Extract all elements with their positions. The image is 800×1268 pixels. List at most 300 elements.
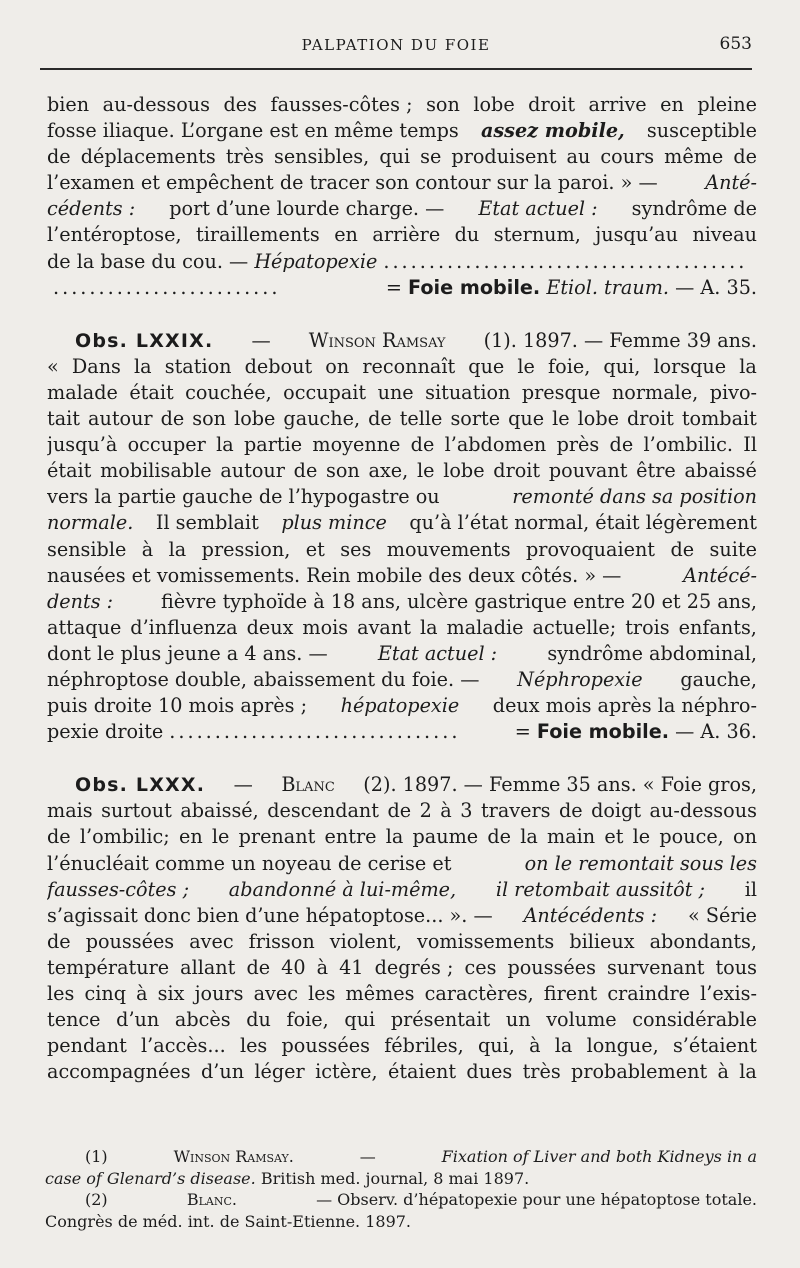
paragraph-gap [47,301,757,328]
word: léger [254,1060,305,1084]
word: d’un [200,1060,245,1084]
word: abcès [174,1008,231,1032]
word: la [216,433,234,457]
word: l’entéroptose, [47,223,182,247]
word: normale, [611,380,699,404]
word: de [410,433,435,457]
emphasis-text: fausses-côtes ; [47,877,190,901]
word: cinq [84,982,126,1005]
word: 40 [281,955,306,979]
text-line [47,929,757,955]
emphasis-text: hépatopexie [340,694,460,718]
text-line [47,380,757,406]
author-name: Blanc. [186,1190,237,1209]
footnote-1 [45,1146,757,1168]
text-line [47,903,757,929]
word: d’un [116,1008,160,1032]
word: près [556,433,600,457]
word: 3 [460,799,473,823]
word: jours [194,982,244,1005]
word: mais [47,799,93,823]
word: cours [600,145,655,169]
word: enfants, [678,615,757,639]
text-line [47,1033,757,1059]
text-line [47,851,757,877]
text-span: — [233,773,253,797]
text-line [47,118,757,144]
word: le [416,459,435,483]
text-span: s’agissait donc bien d’une hépatoptose... ». — [47,903,493,927]
word: volume [546,1008,617,1032]
text-line [47,798,757,824]
text-line [47,719,757,745]
word: être [636,459,676,483]
emphasis-text: Etat actuel : [377,641,498,665]
citation-source: British med. journal, 8 mai 1897. [260,1168,530,1188]
word: situation [425,380,511,404]
word: axe, [368,459,409,483]
text-line [47,432,757,458]
emphasis-text: Néphropexie [517,667,643,691]
word: présentait [390,1008,491,1032]
word: l’accès... [141,1034,226,1058]
word: jusqu’à [47,433,118,457]
word: degrés ; [374,955,454,979]
footnote-marker: (2) [85,1190,108,1209]
word: lorsque [653,354,727,378]
text-line [47,144,757,170]
emphasis-text: il retombait aussitôt ; [495,877,706,901]
word: lobe [577,407,619,431]
word: accompagnées [47,1060,191,1084]
word: des [223,93,258,116]
word: s’étaient [672,1034,757,1058]
word: que [468,354,505,378]
word: sensible [47,537,127,561]
word: étaient [387,1060,457,1084]
word: la [134,354,152,378]
text-span: vers la partie gauche de l’hypogastre ou [47,485,440,509]
word: mouvements [386,537,511,561]
word: en [660,93,684,116]
text-span: de la base du cou. — [47,249,249,273]
word: poussées [507,955,596,979]
word: même [664,145,724,169]
word: mêmes [345,982,415,1005]
word: à [136,982,148,1005]
emphasis-text: Hépatopexie [254,249,378,273]
word: longue, [586,1034,659,1058]
text-span: (1). 1897. — Femme 39 ans. [483,328,757,352]
word: fébriles, [384,1034,464,1058]
text-line [47,877,757,903]
word: d’influenza [130,615,238,639]
word: son [326,459,360,483]
word: à [440,799,452,823]
word: actuelle; [532,615,617,639]
word: avec [253,982,298,1005]
citation-source: Congrès de méd. int. de Saint-Etienne. 1897. [45,1211,412,1231]
word: debout [244,354,313,378]
author-name: Winson Ramsay. [173,1147,294,1166]
word: bien [47,93,90,116]
word: lobe [234,407,276,431]
word: de [558,799,583,823]
word: prenant [238,825,316,849]
word: au-dessous [102,93,211,116]
text-span: = [385,275,402,299]
word: le [552,407,570,431]
word: on [325,354,350,378]
word: la [739,354,757,378]
word: ses [340,537,372,561]
emphasis-text: Antécédents : [523,903,658,927]
word: lobe [473,93,515,116]
observation-heading: Obs. LXXIX. [75,329,214,352]
text-span: qu’à l’état normal, était légèrement [409,511,757,535]
word: deux [246,615,294,639]
word: une [377,380,414,404]
word: poussées [281,1034,370,1058]
word: entre [324,825,377,849]
text-span: — [359,1147,376,1166]
word: de [487,825,511,849]
text-line [47,537,757,563]
word: que [508,407,545,431]
word: provoquaient [525,537,656,561]
text-span: gauche, [680,667,757,691]
word: 2 [419,799,432,823]
conclusion-text: Foie mobile. [536,720,670,744]
text-line [47,354,757,380]
word: pleine [697,93,757,116]
word: paume [412,825,479,849]
word: surtout [101,799,172,823]
word: de [160,407,185,431]
word: de [609,433,634,457]
text-span: port d’une lourde charge. — [169,197,445,221]
word: en [334,223,358,247]
word: la [168,537,187,561]
page-header [40,30,752,62]
word: poussées [85,929,175,953]
word: un [505,1008,531,1032]
author-name: Blanc [281,773,335,797]
text-line [47,406,757,432]
word: les [239,1034,268,1058]
text-line [47,693,757,719]
word: fausses-côtes ; [270,93,413,116]
word: l’ombilic. [643,433,733,457]
word: sternum, [493,223,581,247]
word: probablement [571,1060,708,1084]
word: dues [466,1060,513,1084]
text-line [47,641,757,667]
text-span: nausées et vomissements. Rein mobile des deux côtés. » — [47,563,622,587]
word: de [387,799,412,823]
word: à [529,1034,541,1058]
word: descendant [267,799,379,823]
text-span: = [514,720,531,744]
word: violent, [329,929,402,953]
word: déplacements [80,145,216,169]
word: mobilisable [100,459,212,483]
word: l’abdomen [444,433,547,457]
citation-title: Fixation of Liver and both Kidneys in a [441,1147,757,1166]
text-span: deux mois après la néphro- [492,694,757,718]
emphasis-text: normale. [47,511,134,535]
word: Dans [71,354,121,378]
emphasis-text: dents : [47,589,114,613]
word: « [47,354,59,378]
text-line [47,563,757,589]
text-span: l’énucléait comme un noyeau de cerise et [47,851,452,875]
page-number: 653 [719,34,752,54]
word: le [632,825,651,849]
text-span: syndrôme abdominal, [547,641,757,665]
text-span: — [251,328,271,352]
paragraph-gap [47,745,757,772]
word: température [47,955,170,979]
text-line [47,981,757,1007]
footnote-marker: (1) [85,1147,108,1166]
word: de [47,145,71,169]
word: qui [379,145,411,169]
word: moyenne [312,433,401,457]
word: la [739,1060,757,1084]
conclusion-text: Foie mobile. [408,275,541,299]
word: craindre [607,982,690,1005]
word: ictère, [315,1060,378,1084]
word: allant [180,955,236,979]
word: les [47,982,75,1005]
word: son [426,93,460,116]
word: reconnaît [362,354,456,378]
word: la [419,615,438,639]
word: de [47,929,71,953]
emphasis-text: Etat actuel : [478,197,598,221]
word: de [670,537,695,561]
word: niveau [692,223,757,247]
word: lobe [443,459,485,483]
word: la [520,825,538,849]
word: à [316,955,329,979]
word: tombait [681,407,757,431]
footnote-1-cont [45,1168,757,1190]
text-line [47,955,757,981]
emphasis-text: abandonné à lui-même, [228,877,457,901]
emphasis-text: on le remontait sous les [524,851,757,875]
word: firent [543,982,598,1005]
word: trois [625,615,670,639]
word: à [141,537,154,561]
word: Il [743,433,757,457]
word: avant [357,615,411,639]
word: droit [528,93,576,116]
leader-dots: ......................... [53,275,281,299]
word: pouce, [659,825,724,849]
text-line [47,510,757,536]
word: main [547,825,596,849]
word: mois [302,615,349,639]
word: de [733,145,757,169]
footnotes [45,1146,757,1232]
word: son [192,407,227,431]
text-line [47,589,757,615]
reference-code: — A. 36. [675,720,757,744]
word: foie, [286,1008,329,1032]
word: maladie [446,615,524,639]
word: du [454,223,480,247]
word: de [368,407,392,431]
word: suite [709,537,757,561]
word: ces [464,955,497,979]
observation-heading: Obs. LXXX. [75,774,206,797]
body-text [47,92,757,1085]
word: qui, [477,1034,515,1058]
word: tous [715,955,757,979]
word: abondants, [649,929,757,953]
text-span: fièvre typhoïde à 18 ans, ulcère gastrique entre 20 et 25 ans, [160,589,757,613]
text-line [47,615,757,641]
word: tiraillements [196,223,320,247]
word: couchée, [185,380,272,404]
text-line [47,824,757,850]
emphasis-text: assez mobile, [480,119,625,143]
word: sensibles, [273,145,370,169]
word: attaque [47,615,122,639]
word: droit [493,459,541,483]
text-span: dont le plus jeune a 4 ans. — [47,641,328,665]
word: presque [521,380,601,404]
word: pendant [47,1034,127,1058]
text-span: puis droite 10 mois après ; [47,694,308,718]
text-span: néphroptose double, abaissement du foie. — [47,667,480,691]
word: le [517,354,535,378]
text-line [47,772,757,798]
word: l’exis- [700,982,757,1005]
text-span: susceptible [646,119,757,143]
text-span: il [744,877,757,901]
emphasis-text: plus mince [281,511,387,535]
word: abaissé [684,459,757,483]
word: droit [626,407,674,431]
leader-dots: ................................ [169,720,461,744]
word: très [522,1060,561,1084]
word: on [733,825,757,849]
word: vomissements [417,929,555,953]
word: du [246,1008,271,1032]
text-span: — Observ. d’hépatopexie pour une hépatoptose totale. [316,1190,757,1209]
word: qui, [603,354,641,378]
word: la [385,825,404,849]
text-span: l’examen et empêchent de tracer son contour sur la paroi. » — [47,171,658,195]
emphasis-text: Etiol. traum. [546,275,670,299]
emphasis-text: cédents : [47,197,136,221]
word: avec [189,929,234,953]
text-span: fosse iliaque. L’organe est en même temps [47,119,459,143]
word: six [157,982,185,1005]
word: telle [399,407,443,431]
text-line [47,1059,757,1085]
text-line [47,484,757,510]
word: doigt [591,799,642,823]
word: occuper [127,433,206,457]
word: de [47,825,71,849]
word: au [566,145,591,169]
word: station [164,354,232,378]
word: tait [47,407,80,431]
emphasis-text: Antécé- [683,563,757,587]
word: se [420,145,442,169]
text-span: (2). 1897. — Femme 35 ans. « Foie gros, [363,773,757,797]
word: considérable [632,1008,757,1032]
word: arrière [372,223,441,247]
word: pivo- [709,380,757,404]
word: sorte [450,407,501,431]
word: de [246,955,271,979]
word: autour [220,459,285,483]
author-name: Winson Ramsay [308,328,446,352]
word: tence [47,1008,101,1032]
word: foie, [548,354,591,378]
word: en [178,825,203,849]
header-rule [40,68,752,70]
word: à [717,1060,729,1084]
text-line [47,249,757,275]
word: travers [480,799,551,823]
word: jusqu’au [595,223,678,247]
text-span: pexie droite [47,720,164,744]
running-title: PALPATION DU FOIE [301,36,491,54]
word: occupait [283,380,367,404]
word: pouvant [548,459,628,483]
text-line [47,328,757,354]
word: 41 [339,955,364,979]
word: survenant [606,955,705,979]
word: bilieux [569,929,635,953]
text-line [47,92,757,118]
word: produisent [451,145,557,169]
footnote-2-cont [45,1211,757,1233]
word: caractères, [424,982,534,1005]
emphasis-text: remonté dans sa position [512,485,757,509]
word: très [225,145,264,169]
word: autour [88,407,153,431]
footnote-2 [45,1189,757,1211]
word: de [293,459,318,483]
word: gauche, [283,407,361,431]
word: malade [47,380,118,404]
leader-dots: ........................................ [383,249,748,273]
text-span: Il semblait [155,511,259,535]
word: pression, [201,537,291,561]
word: l’ombilic; [79,825,170,849]
text-line [47,275,757,301]
word: et [604,825,624,849]
text-line [47,667,757,693]
word: la [554,1034,573,1058]
text-line [47,458,757,484]
citation-title: case of Glenard’s disease. [45,1168,256,1188]
word: au-dessous [649,799,757,823]
text-span: syndrôme de [631,197,757,221]
emphasis-text: Anté- [705,171,757,195]
word: les [308,982,336,1005]
text-line [47,222,757,248]
word: le [211,825,230,849]
text-line [47,196,757,222]
